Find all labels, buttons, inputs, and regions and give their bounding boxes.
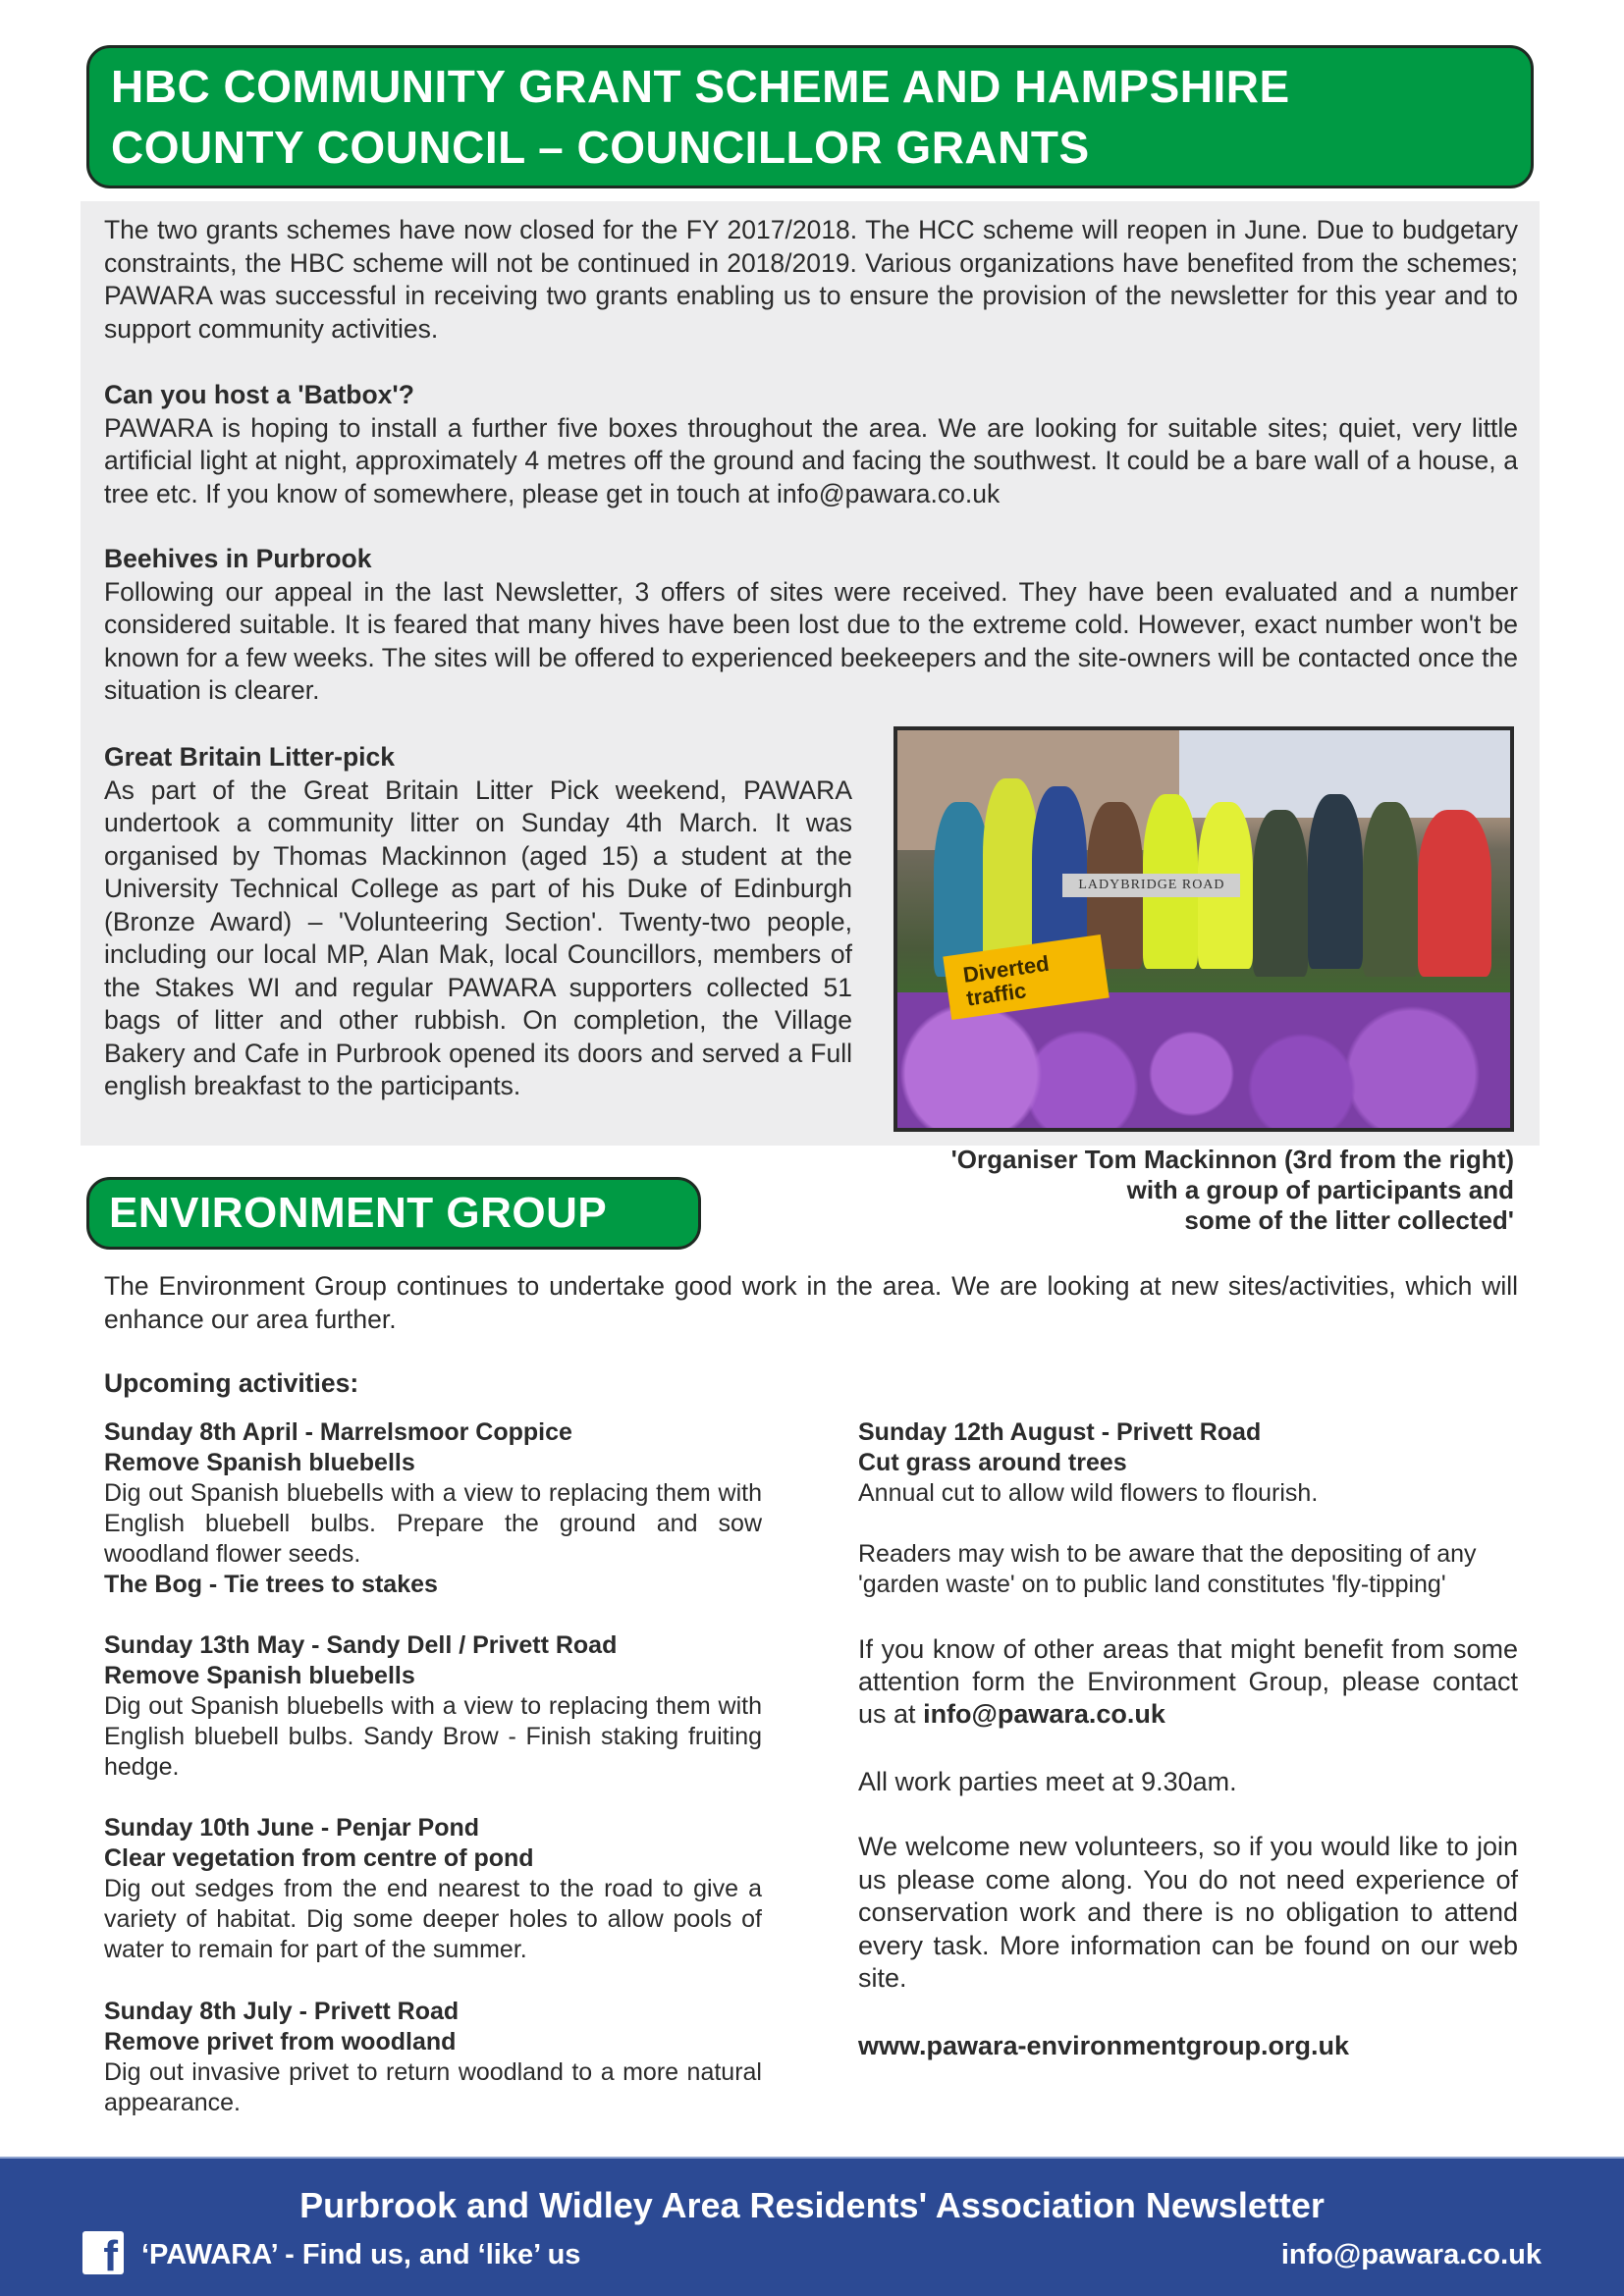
photo-person (1363, 802, 1418, 977)
batbox-heading: Can you host a 'Batbox'? (104, 380, 414, 409)
upcoming-heading-block (104, 1367, 791, 1401)
photo-person (983, 778, 1038, 969)
fly-tipping-text: Readers may wish to be aware that the depositing of any 'garden waste' on to public land constitutes 'fly-tipping' (858, 1540, 1477, 1598)
grants-text: The two grants schemes have now closed for the FY 2017/2018. The HCC scheme will reopen in June. Due to budgetary constraints, the HBC scheme will not be continued in 2018/2019. Various organizations have benefited from the schemes; PAWARA was successful in receiving two grants enabling us to ensure the provision of the newsletter for this year and to support community activities. (104, 215, 1518, 344)
photo-person (1418, 810, 1491, 977)
activity-date-place: Sunday 13th May - Sandy Dell / Privett Road (104, 1631, 618, 1659)
activity-description: Dig out Spanish bluebells with a view to replacing them with English bluebell bulbs. Sandy Brow - Finish staking fruiting hedge. (104, 1692, 762, 1781)
grants-paragraph (104, 214, 1518, 346)
photo-person (1253, 810, 1308, 977)
activity-description: Annual cut to allow wild flowers to flourish. (858, 1479, 1319, 1507)
volunteers-text: We welcome new volunteers, so if you would like to join us please come along. You do not need experience of conservation work and there is no obligation to attend every task. More information can be found on our web site. (858, 1832, 1518, 1993)
contact-block (858, 1633, 1518, 1731)
website-link[interactable] (858, 2030, 1518, 2062)
litter-pick-section (104, 741, 852, 1103)
litter-pick-photo (893, 726, 1514, 1132)
activity-date-place: Sunday 8th July - Privett Road (104, 1998, 460, 2025)
facebook-icon[interactable]: f (82, 2231, 124, 2274)
environment-intro (104, 1270, 1518, 1336)
contact-email-link[interactable]: info@pawara.co.uk (923, 1699, 1165, 1729)
banner-title-line1: HBC COMMUNITY GRANT SCHEME AND HAMPSHIRE (111, 61, 1290, 112)
activity-task: Cut grass around trees (858, 1449, 1127, 1476)
litter-pick-body: As part of the Great Britain Litter Pick weekend, PAWARA undertook a community litter on Sunday 4th March. It was organised by Thomas Mackinnon (aged 15) a student at the University Technical College as part of his Duke of Edinburgh (Bronze Award) – 'Volunteering Section'. Twenty-two people, including our local MP, Alan Mak, local Councillors, members of the Stakes WI and regular PAWARA supporters collected 51 bags of litter and other rubbish. On completion, the Village Bakery and Cafe in Purbrook opened its doors and served a Full english breakfast to the participants. (104, 774, 852, 1100)
activity-item (858, 1417, 1516, 1509)
beehives-heading: Beehives in Purbrook (104, 544, 372, 573)
litter-pick-heading: Great Britain Litter-pick (104, 742, 395, 772)
website-url[interactable]: www.pawara-environmentgroup.org.uk (858, 2031, 1350, 2060)
diversion-sign-line2: traffic (964, 977, 1028, 1011)
page-banner-grants (86, 45, 1534, 188)
newsletter-footer (0, 2157, 1624, 2296)
activity-item (104, 1417, 762, 1600)
photo-road-sign: LADYBRIDGE ROAD (1062, 874, 1240, 897)
caption-line3: some of the litter collected' (1184, 1205, 1514, 1235)
activity-description: Dig out invasive privet to return woodland to a more natural appearance. (104, 2058, 762, 2116)
footer-social-text[interactable]: ‘PAWARA’ - Find us, and ‘like’ us (141, 2239, 581, 2270)
activity-date-place: Sunday 10th June - Penjar Pond (104, 1814, 480, 1842)
activity-item (104, 1813, 762, 1965)
volunteers-block (858, 1831, 1518, 1996)
diversion-sign-line1: Diverted (961, 950, 1051, 988)
activity-description: Dig out Spanish bluebells with a view to replacing them with English bluebell bulbs. Prepare the ground and sow woodland flower seeds. (104, 1479, 762, 1568)
photo-caption (886, 1145, 1514, 1236)
activity-date-place: Sunday 8th April - Marrelsmoor Coppice (104, 1418, 572, 1446)
contact-text: If you know of other areas that might benefit from some attention form the Environment Group, please contact us at (858, 1634, 1518, 1729)
meet-time (858, 1766, 1518, 1798)
activity-item (104, 1630, 762, 1783)
environment-group-banner (86, 1177, 701, 1250)
banner-title-line2: COUNTY COUNCIL – COUNCILLOR GRANTS (111, 122, 1090, 173)
environment-banner-title: ENVIRONMENT GROUP (109, 1189, 608, 1237)
environment-intro-text: The Environment Group continues to undertake good work in the area. We are looking at new sites/activities, which will enhance our area further. (104, 1271, 1518, 1334)
activity-description: Dig out sedges from the end nearest to the road to give a variety of habitat. Dig some deeper holes to allow pools of water to remain for part of the summer. (104, 1875, 762, 1963)
footer-email[interactable]: info@pawara.co.uk (1280, 2239, 1542, 2270)
activity-date-place: Sunday 12th August - Privett Road (858, 1418, 1262, 1446)
activity-extra: The Bog - Tie trees to stakes (104, 1571, 438, 1598)
activity-task: Remove Spanish bluebells (104, 1449, 415, 1476)
photo-person (1308, 794, 1363, 969)
batbox-section (104, 379, 1518, 510)
caption-line2: with a group of participants and (1126, 1175, 1514, 1204)
footer-title: Purbrook and Widley Area Residents' Association Newsletter (299, 2185, 1325, 2225)
activity-task: Clear vegetation from centre of pond (104, 1844, 534, 1872)
activity-task: Remove privet from woodland (104, 2028, 457, 2056)
batbox-body: PAWARA is hoping to install a further five boxes throughout the area. We are looking for suitable sites; quiet, very little artificial light at night, approximately 4 metres off the ground and facing the southwest. It could be a bare wall of a house, a tree etc. If you know of somewhere, please get in touch at info@pawara.co.uk (104, 412, 1518, 508)
fly-tipping-note (858, 1539, 1518, 1600)
activity-item (104, 1997, 762, 2118)
beehives-section (104, 543, 1518, 708)
activity-task: Remove Spanish bluebells (104, 1662, 415, 1689)
caption-line1: 'Organiser Tom Mackinnon (3rd from the right) (950, 1145, 1514, 1174)
meet-time-text: All work parties meet at 9.30am. (858, 1767, 1237, 1796)
beehives-body: Following our appeal in the last Newsletter, 3 offers of sites were received. They have been evaluated and a number considered suitable. It is feared that many hives have been lost due to the extreme cold. However, exact number won't be known for a few weeks. The sites will be offered to experienced beekeepers and the site-owners will be contacted once the situation is clearer. (104, 576, 1518, 705)
upcoming-activities-heading: Upcoming activities: (104, 1368, 359, 1398)
